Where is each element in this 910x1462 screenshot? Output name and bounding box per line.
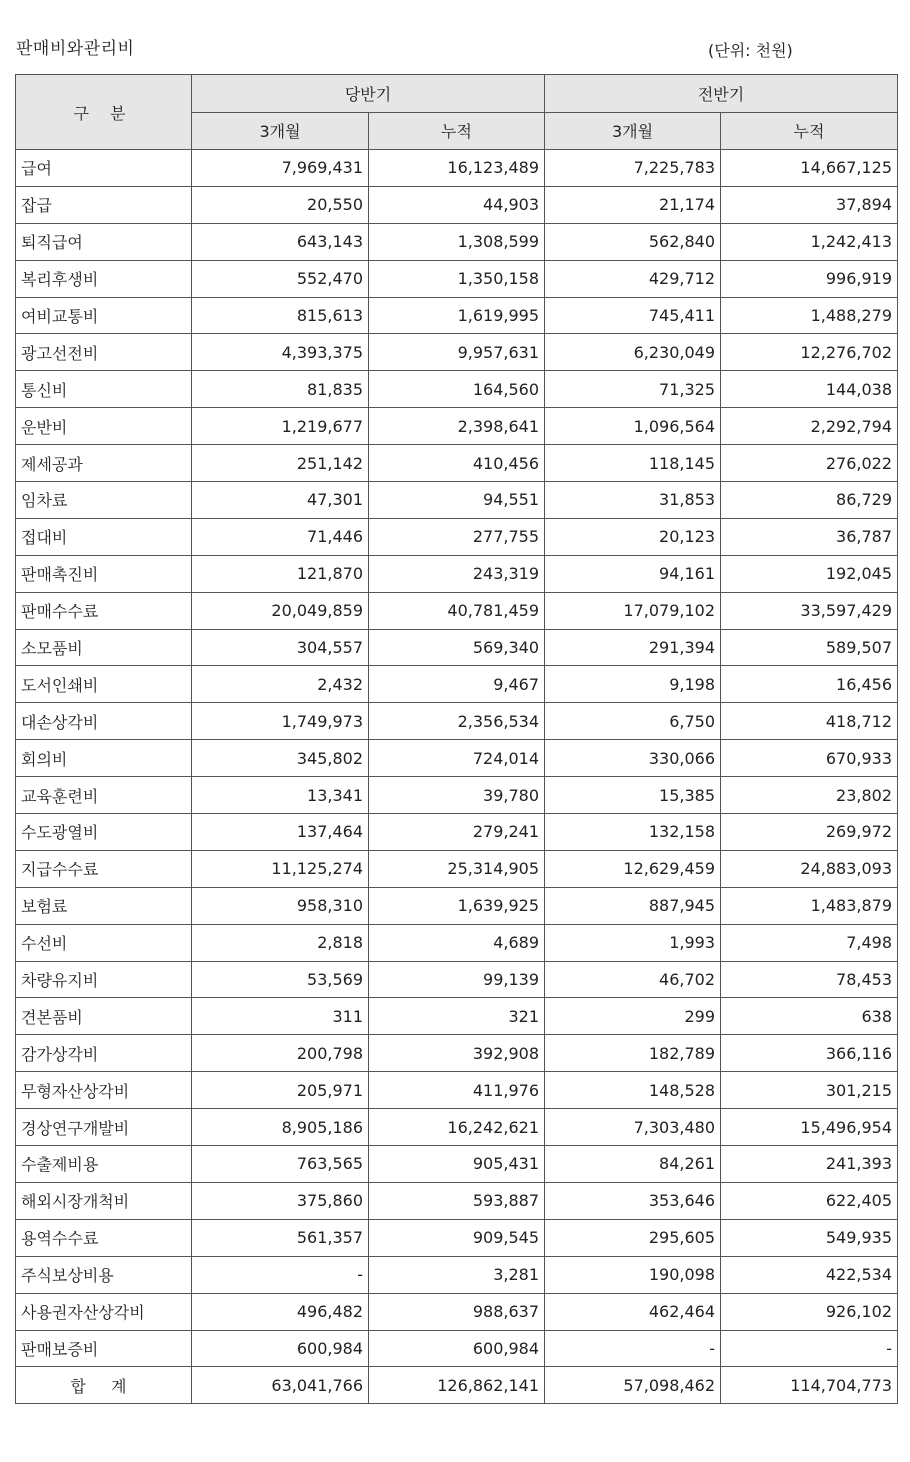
value-cell: 496,482 <box>192 1293 369 1330</box>
row-label: 운반비 <box>16 408 192 445</box>
unit-note: (단위: 천원) <box>708 41 793 60</box>
row-label: 여비교통비 <box>16 297 192 334</box>
value-cell: 71,446 <box>192 518 369 555</box>
value-cell: 638 <box>721 998 898 1035</box>
value-cell: 23,802 <box>721 777 898 814</box>
header-previous-three-months: 3개월 <box>545 112 721 150</box>
table-row <box>16 961 898 998</box>
value-cell: 1,488,279 <box>721 297 898 334</box>
row-label: 수출제비용 <box>16 1146 192 1183</box>
value-cell: 410,456 <box>369 445 545 482</box>
value-cell: 12,276,702 <box>721 334 898 371</box>
table-row <box>16 666 898 703</box>
value-cell: 132,158 <box>545 814 721 851</box>
value-cell: 462,464 <box>545 1293 721 1330</box>
value-cell: 1,350,158 <box>369 260 545 297</box>
table-row <box>16 150 898 187</box>
value-cell: 887,945 <box>545 887 721 924</box>
value-cell: 121,870 <box>192 555 369 592</box>
value-cell: 276,022 <box>721 445 898 482</box>
value-cell: 1,993 <box>545 924 721 961</box>
value-cell: 269,972 <box>721 814 898 851</box>
value-cell: 763,565 <box>192 1146 369 1183</box>
value-cell: 16,242,621 <box>369 1109 545 1146</box>
value-cell: 4,689 <box>369 924 545 961</box>
value-cell: 7,303,480 <box>545 1109 721 1146</box>
value-cell: 2,292,794 <box>721 408 898 445</box>
value-cell: 144,038 <box>721 371 898 408</box>
table-row <box>16 850 898 887</box>
value-cell: 301,215 <box>721 1072 898 1109</box>
value-cell: 1,639,925 <box>369 887 545 924</box>
row-label: 소모품비 <box>16 629 192 666</box>
table-row <box>16 1182 898 1219</box>
value-cell: 251,142 <box>192 445 369 482</box>
row-label: 복리후생비 <box>16 260 192 297</box>
table-row <box>16 555 898 592</box>
value-cell: 200,798 <box>192 1035 369 1072</box>
value-cell: - <box>192 1256 369 1293</box>
table-row <box>16 334 898 371</box>
value-cell: 589,507 <box>721 629 898 666</box>
header-current-half: 당반기 <box>192 75 545 113</box>
value-cell: - <box>721 1330 898 1367</box>
row-label: 퇴직급여 <box>16 223 192 260</box>
value-cell: 6,750 <box>545 703 721 740</box>
value-cell: 353,646 <box>545 1182 721 1219</box>
table-row <box>16 592 898 629</box>
table-row <box>16 408 898 445</box>
header-category: 구 분 <box>16 75 192 150</box>
value-cell: 9,198 <box>545 666 721 703</box>
sga-expense-table <box>15 74 898 1404</box>
value-cell: 53,569 <box>192 961 369 998</box>
value-cell: 40,781,459 <box>369 592 545 629</box>
table-header <box>16 75 898 150</box>
value-cell: 909,545 <box>369 1219 545 1256</box>
row-label: 광고선전비 <box>16 334 192 371</box>
table-row <box>16 814 898 851</box>
row-label: 임차료 <box>16 482 192 519</box>
value-cell: 15,496,954 <box>721 1109 898 1146</box>
table-row <box>16 297 898 334</box>
value-cell: 277,755 <box>369 518 545 555</box>
value-cell: 1,483,879 <box>721 887 898 924</box>
value-cell: 205,971 <box>192 1072 369 1109</box>
table-footer <box>16 1367 898 1404</box>
value-cell: 31,853 <box>545 482 721 519</box>
value-cell: 418,712 <box>721 703 898 740</box>
row-label: 차량유지비 <box>16 961 192 998</box>
value-cell: 1,242,413 <box>721 223 898 260</box>
table-row <box>16 1072 898 1109</box>
row-label: 사용권자산상각비 <box>16 1293 192 1330</box>
table-row <box>16 740 898 777</box>
value-cell: 375,860 <box>192 1182 369 1219</box>
total-label: 합 계 <box>16 1367 192 1404</box>
header-previous-cumulative: 누적 <box>721 112 898 150</box>
row-label: 판매촉진비 <box>16 555 192 592</box>
value-cell: 11,125,274 <box>192 850 369 887</box>
value-cell: 1,219,677 <box>192 408 369 445</box>
value-cell: 20,049,859 <box>192 592 369 629</box>
value-cell: 311 <box>192 998 369 1035</box>
table-row <box>16 1219 898 1256</box>
table-row <box>16 371 898 408</box>
value-cell: 366,116 <box>721 1035 898 1072</box>
value-cell: 1,096,564 <box>545 408 721 445</box>
value-cell: 81,835 <box>192 371 369 408</box>
value-cell: 724,014 <box>369 740 545 777</box>
table-row <box>16 1109 898 1146</box>
value-cell: 304,557 <box>192 629 369 666</box>
value-cell: 37,894 <box>721 186 898 223</box>
table-row <box>16 924 898 961</box>
table-row <box>16 482 898 519</box>
value-cell: 552,470 <box>192 260 369 297</box>
value-cell: 16,456 <box>721 666 898 703</box>
row-label: 제세공과 <box>16 445 192 482</box>
row-label: 급여 <box>16 150 192 187</box>
value-cell: 9,467 <box>369 666 545 703</box>
value-cell: 429,712 <box>545 260 721 297</box>
value-cell: 99,139 <box>369 961 545 998</box>
value-cell: 2,356,534 <box>369 703 545 740</box>
value-cell: 137,464 <box>192 814 369 851</box>
value-cell: 7,225,783 <box>545 150 721 187</box>
table-row <box>16 629 898 666</box>
value-cell: 20,550 <box>192 186 369 223</box>
row-label: 판매수수료 <box>16 592 192 629</box>
value-cell: 958,310 <box>192 887 369 924</box>
value-cell: 9,957,631 <box>369 334 545 371</box>
row-label: 해외시장개척비 <box>16 1182 192 1219</box>
row-label: 교육훈련비 <box>16 777 192 814</box>
row-label: 도서인쇄비 <box>16 666 192 703</box>
value-cell: 241,393 <box>721 1146 898 1183</box>
value-cell: 988,637 <box>369 1293 545 1330</box>
value-cell: 33,597,429 <box>721 592 898 629</box>
value-cell: 21,174 <box>545 186 721 223</box>
value-cell: 600,984 <box>192 1330 369 1367</box>
total-cell: 126,862,141 <box>369 1367 545 1404</box>
value-cell: 118,145 <box>545 445 721 482</box>
page-title: 판매비와관리비 <box>16 39 135 59</box>
value-cell: 86,729 <box>721 482 898 519</box>
value-cell: 291,394 <box>545 629 721 666</box>
value-cell: 164,560 <box>369 371 545 408</box>
row-label: 잡급 <box>16 186 192 223</box>
value-cell: 392,908 <box>369 1035 545 1072</box>
value-cell: 71,325 <box>545 371 721 408</box>
value-cell: 1,619,995 <box>369 297 545 334</box>
value-cell: 3,281 <box>369 1256 545 1293</box>
value-cell: 345,802 <box>192 740 369 777</box>
value-cell: 299 <box>545 998 721 1035</box>
value-cell: 643,143 <box>192 223 369 260</box>
value-cell: 44,903 <box>369 186 545 223</box>
value-cell: 15,385 <box>545 777 721 814</box>
value-cell: 192,045 <box>721 555 898 592</box>
value-cell: 996,919 <box>721 260 898 297</box>
row-label: 용역수수료 <box>16 1219 192 1256</box>
value-cell: 745,411 <box>545 297 721 334</box>
row-label: 경상연구개발비 <box>16 1109 192 1146</box>
value-cell: 190,098 <box>545 1256 721 1293</box>
value-cell: 1,308,599 <box>369 223 545 260</box>
table-row <box>16 186 898 223</box>
table-row <box>16 1146 898 1183</box>
value-cell: 17,079,102 <box>545 592 721 629</box>
value-cell: 243,319 <box>369 555 545 592</box>
value-cell: 8,905,186 <box>192 1109 369 1146</box>
row-label: 견본품비 <box>16 998 192 1035</box>
value-cell: 593,887 <box>369 1182 545 1219</box>
value-cell: 6,230,049 <box>545 334 721 371</box>
value-cell: 39,780 <box>369 777 545 814</box>
value-cell: 321 <box>369 998 545 1035</box>
total-cell: 57,098,462 <box>545 1367 721 1404</box>
row-label: 판매보증비 <box>16 1330 192 1367</box>
value-cell: 47,301 <box>192 482 369 519</box>
value-cell: 549,935 <box>721 1219 898 1256</box>
value-cell: 411,976 <box>369 1072 545 1109</box>
header-current-three-months: 3개월 <box>192 112 369 150</box>
value-cell: 12,629,459 <box>545 850 721 887</box>
value-cell: 561,357 <box>192 1219 369 1256</box>
value-cell: 600,984 <box>369 1330 545 1367</box>
table-row <box>16 777 898 814</box>
value-cell: 78,453 <box>721 961 898 998</box>
table-row <box>16 703 898 740</box>
value-cell: 7,969,431 <box>192 150 369 187</box>
value-cell: 16,123,489 <box>369 150 545 187</box>
row-label: 회의비 <box>16 740 192 777</box>
value-cell: 569,340 <box>369 629 545 666</box>
value-cell: 622,405 <box>721 1182 898 1219</box>
value-cell: 148,528 <box>545 1072 721 1109</box>
value-cell: 7,498 <box>721 924 898 961</box>
table-row <box>16 1330 898 1367</box>
value-cell: 94,551 <box>369 482 545 519</box>
value-cell: 94,161 <box>545 555 721 592</box>
value-cell: 46,702 <box>545 961 721 998</box>
value-cell: 13,341 <box>192 777 369 814</box>
total-cell: 63,041,766 <box>192 1367 369 1404</box>
table-row <box>16 260 898 297</box>
value-cell: 24,883,093 <box>721 850 898 887</box>
value-cell: 25,314,905 <box>369 850 545 887</box>
row-label: 대손상각비 <box>16 703 192 740</box>
value-cell: 14,667,125 <box>721 150 898 187</box>
value-cell: 926,102 <box>721 1293 898 1330</box>
value-cell: 905,431 <box>369 1146 545 1183</box>
row-label: 수선비 <box>16 924 192 961</box>
value-cell: 182,789 <box>545 1035 721 1072</box>
row-label: 주식보상비용 <box>16 1256 192 1293</box>
value-cell: 422,534 <box>721 1256 898 1293</box>
value-cell: 670,933 <box>721 740 898 777</box>
total-cell: 114,704,773 <box>721 1367 898 1404</box>
row-label: 보험료 <box>16 887 192 924</box>
table-row <box>16 518 898 555</box>
table-row <box>16 998 898 1035</box>
value-cell: - <box>545 1330 721 1367</box>
value-cell: 815,613 <box>192 297 369 334</box>
table-row <box>16 1293 898 1330</box>
row-label: 감가상각비 <box>16 1035 192 1072</box>
table-row <box>16 887 898 924</box>
value-cell: 84,261 <box>545 1146 721 1183</box>
row-label: 무형자산상각비 <box>16 1072 192 1109</box>
value-cell: 330,066 <box>545 740 721 777</box>
table-row <box>16 1256 898 1293</box>
value-cell: 20,123 <box>545 518 721 555</box>
row-label: 통신비 <box>16 371 192 408</box>
value-cell: 4,393,375 <box>192 334 369 371</box>
header-current-cumulative: 누적 <box>369 112 545 150</box>
value-cell: 562,840 <box>545 223 721 260</box>
total-row <box>16 1367 898 1404</box>
value-cell: 2,818 <box>192 924 369 961</box>
table-row <box>16 445 898 482</box>
value-cell: 36,787 <box>721 518 898 555</box>
table-row <box>16 1035 898 1072</box>
row-label: 접대비 <box>16 518 192 555</box>
value-cell: 2,432 <box>192 666 369 703</box>
value-cell: 295,605 <box>545 1219 721 1256</box>
value-cell: 2,398,641 <box>369 408 545 445</box>
value-cell: 279,241 <box>369 814 545 851</box>
header-previous-half: 전반기 <box>545 75 898 113</box>
table-row <box>16 223 898 260</box>
row-label: 지급수수료 <box>16 850 192 887</box>
row-label: 수도광열비 <box>16 814 192 851</box>
value-cell: 1,749,973 <box>192 703 369 740</box>
table-body <box>16 150 898 1367</box>
